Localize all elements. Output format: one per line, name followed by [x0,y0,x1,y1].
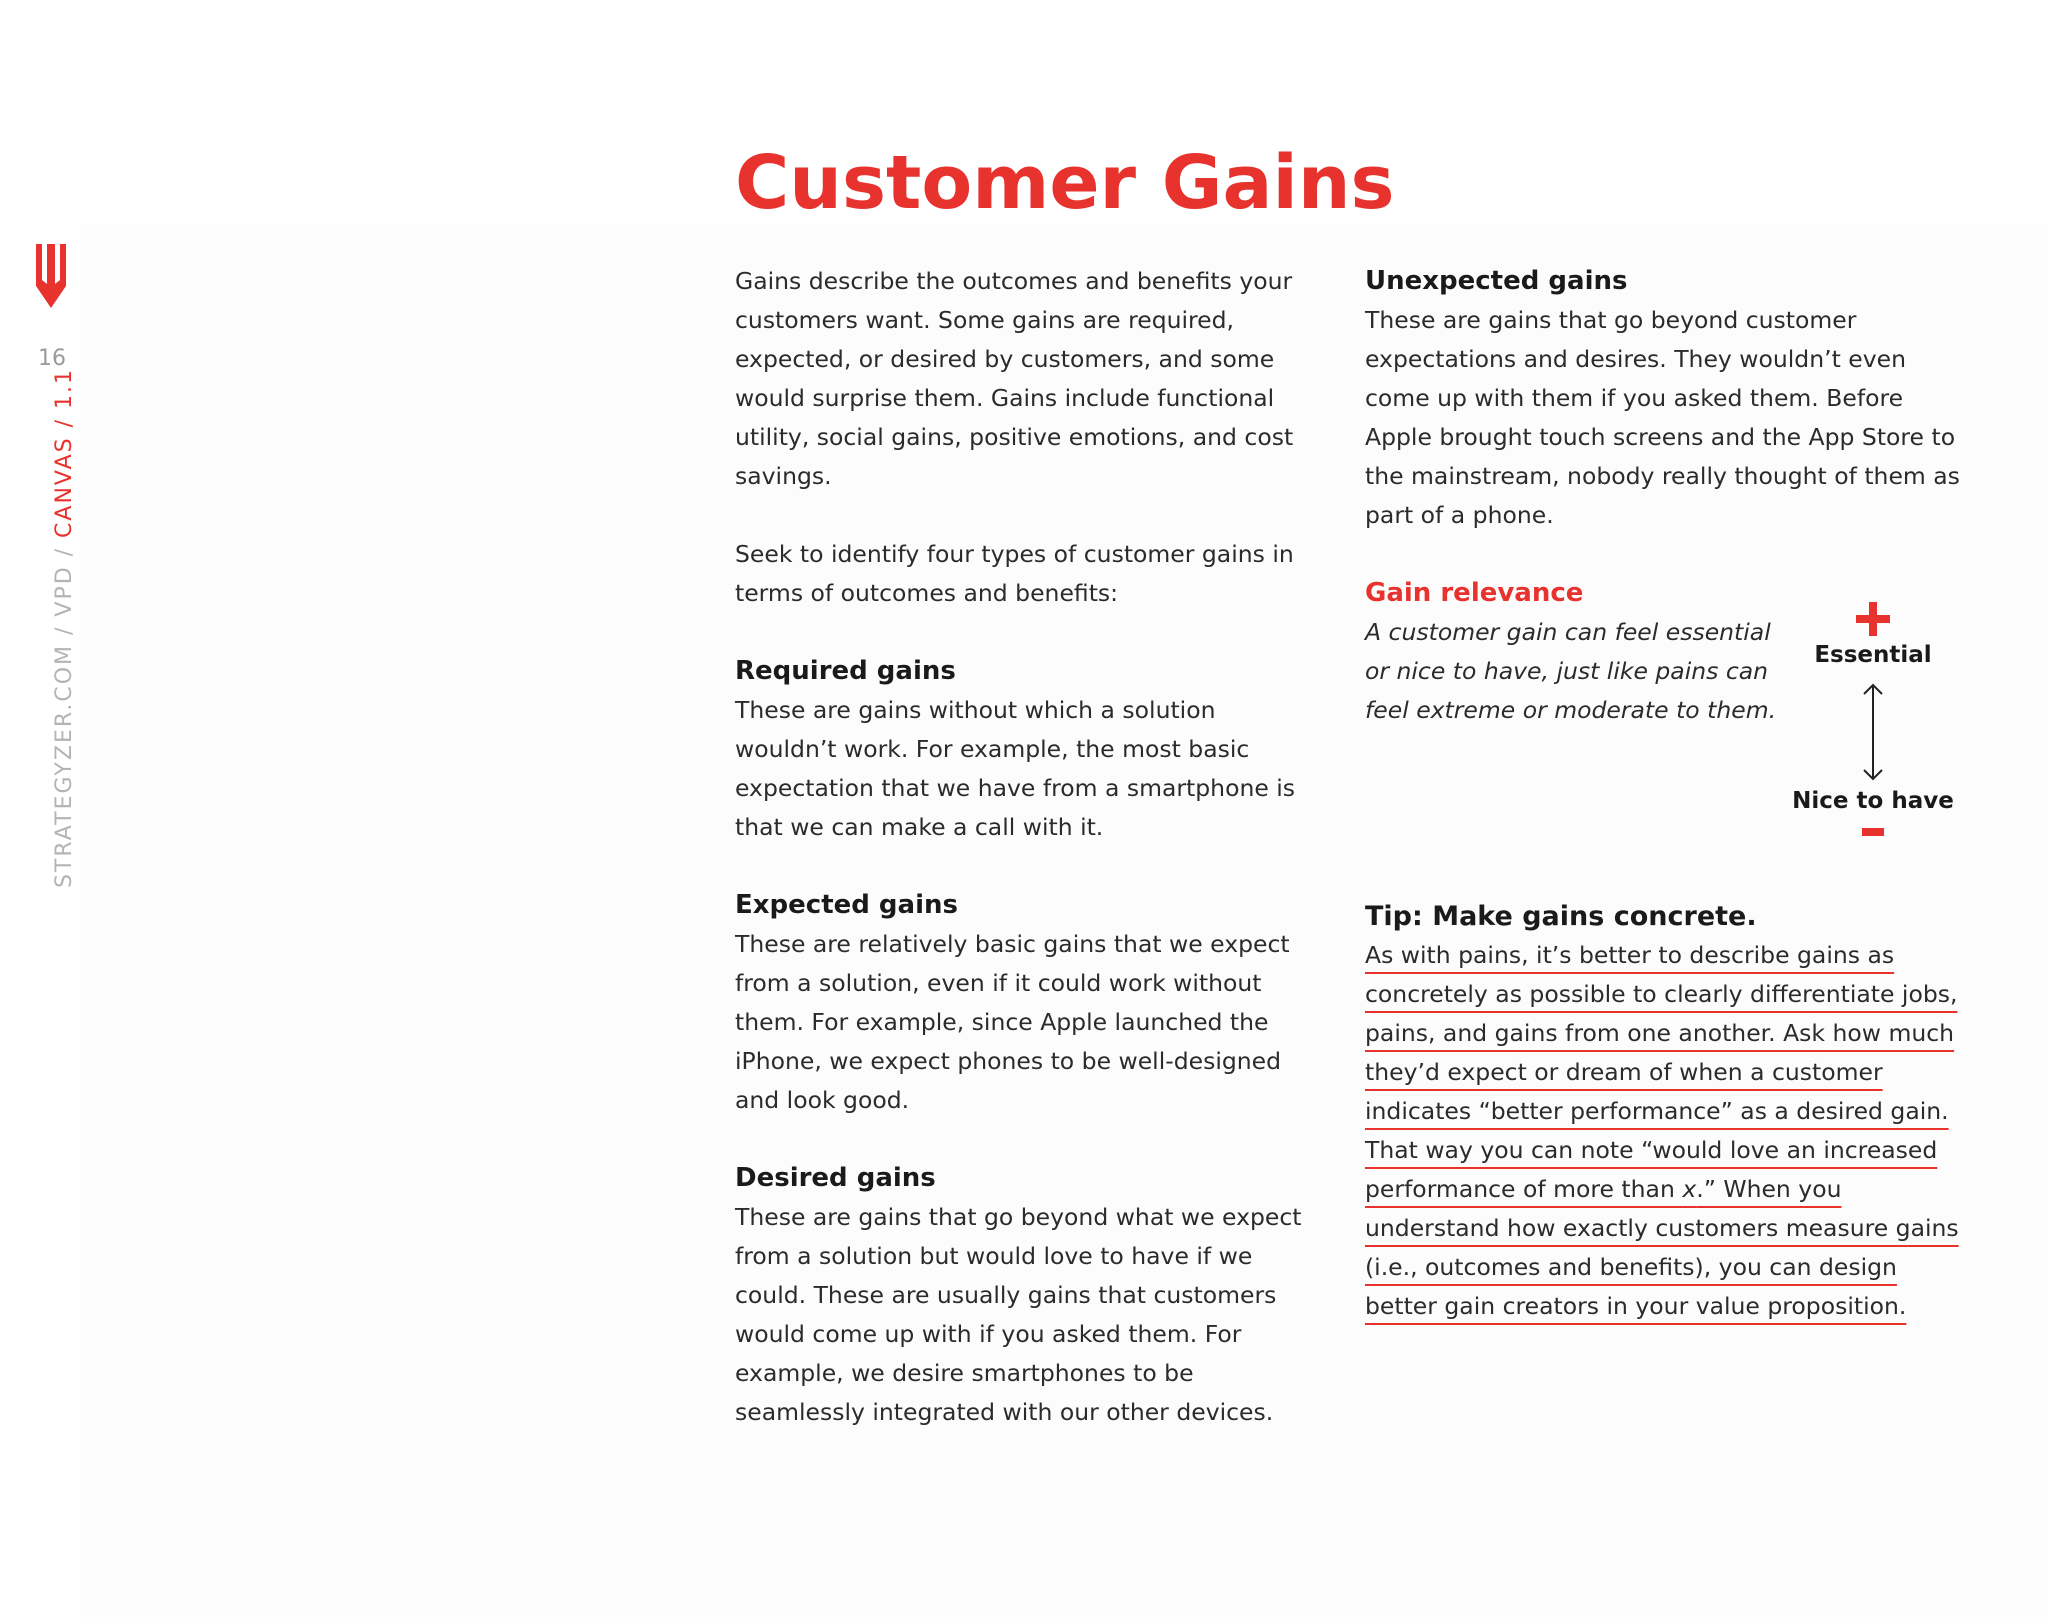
tip-text-part-1: As with pains, it’s better to describe gains as concretely as possible to clearly differentiate jobs, pains, and gains from one another. Ask how much they’d expect or dream of when a customer indicates “better performance” as a desired gain. That way you can note “would love an increased performance of more than [1365,941,1958,1203]
pencil-logo-icon [34,240,68,310]
page-title: Customer Gains [735,140,1395,226]
desired-gains-text: These are gains that go beyond what we expect from a solution but would love to have if we could. These are usually gains that customers would come up with if you asked them. For example, we desire smartphones to be seamlessly integrated with our other devices. [735,1203,1302,1426]
gain-relevance-text: A customer gain can feel essential or nice to have, just like pains can feel extreme or moderate to them. [1365,618,1777,724]
unexpected-gains-heading: Unexpected gains [1365,266,1628,296]
gain-relevance-section [1365,574,1965,814]
required-gains-heading: Required gains [735,656,956,686]
gain-relevance-heading: Gain relevance [1365,578,1584,608]
relevance-scale [1785,602,1955,862]
nice-to-have-label: Nice to have [1792,788,1954,814]
double-arrow-icon [1861,682,1885,782]
desired-gains-heading: Desired gains [735,1163,936,1193]
essential-label: Essential [1814,642,1932,668]
minus-icon [1862,828,1884,836]
unexpected-gains-text: These are gains that go beyond customer expectations and desires. They wouldn’t even come up with them if you asked them. Before Apple brought touch screens and the App Store to the mainstream, nobody really thought of them as part of a phone. [1365,306,1960,529]
plus-icon [1856,602,1890,636]
expected-gains-text: These are relatively basic gains that we expect from a solution, even if it could work without them. For example, since Apple launched the iPhone, we expect phones to be well-designed and look good. [735,930,1290,1114]
right-column [1365,262,1965,1326]
page-number: 16 [38,346,66,371]
intro-paragraph: Gains describe the outcomes and benefits your customers want. Some gains are required, expected, or desired by customers, and some would surprise them. Gains include functional utility, social gains, positive emotions, and cost savings. [735,267,1294,490]
breadcrumb [52,368,77,888]
required-gains-text: These are gains without which a solution wouldn’t work. For example, the most basic expectation that we have from a smartphone is that we can make a call with it. [735,696,1296,841]
breadcrumb-path: STRATEGYZER.COM / VPD / [52,537,77,888]
sidebar [0,0,80,1617]
tip-text-part-2: .” When you understand how exactly customers measure gains (i.e., outcomes and benefits), you can design better gain creators in your value proposition. [1365,1175,1959,1320]
breadcrumb-current: CANVAS / 1.1 [52,368,77,538]
left-column [735,262,1315,1432]
tip-heading: Tip: Make gains concrete. [1365,901,1757,932]
tip-text-italic: x [1682,1175,1697,1203]
tip-text [1365,936,1965,1326]
expected-gains-heading: Expected gains [735,890,958,920]
lead-in-paragraph: Seek to identify four types of customer gains in terms of outcomes and benefits: [735,540,1294,607]
